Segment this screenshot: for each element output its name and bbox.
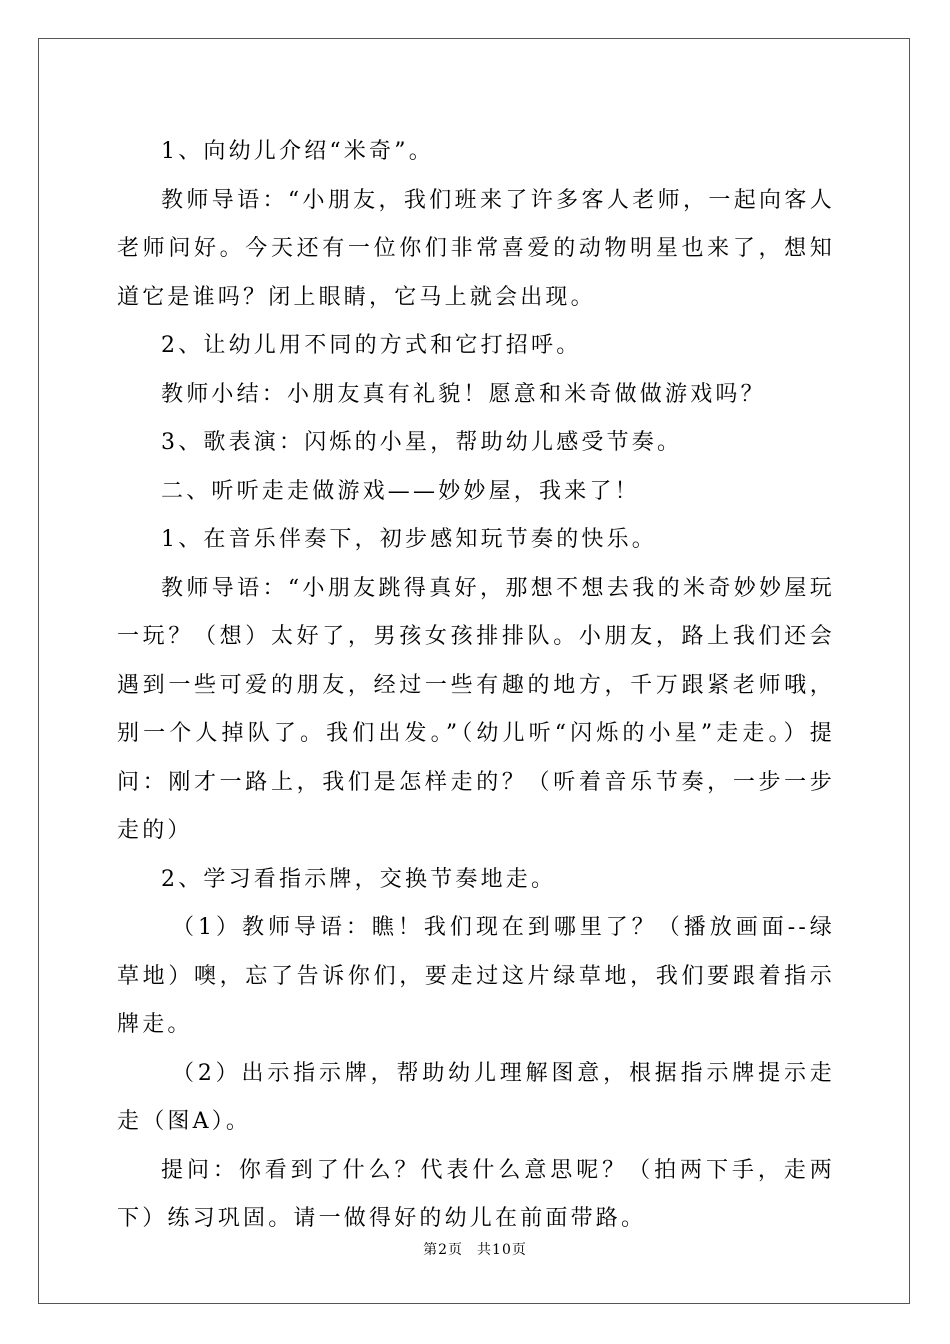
page-total: 共10页 xyxy=(477,1242,527,1258)
page-number: 第2页 xyxy=(423,1242,464,1258)
paragraph-8: 教师导语：“小朋友跳得真好，那想不想去我的米奇妙妙屋玩一玩？（想）太好了，男孩女孩排排队。小朋友，路上我们还会遇到一些可爱的朋友，经过一些有趣的地方，千万跟紧老师哦，别一个人掉队了。我们出发。”（幼儿听“闪烁的小星”走走。）提问：刚才一路上，我们是怎样走的？（听着音乐节奏，一步一步走的） xyxy=(117,575,835,843)
paragraph-4: 教师小结：小朋友真有礼貌！愿意和米奇做做游戏吗？ xyxy=(161,381,766,407)
paragraph-7: 1、在音乐伴奏下，初步感知玩节奏的快乐。 xyxy=(161,527,657,552)
paragraph-12: 提问：你看到了什么？代表什么意思呢？（拍两下手，走两下）练习巩固。请一做得好的幼儿在前面带路。 xyxy=(117,1157,835,1231)
document-body xyxy=(117,128,835,1244)
paragraph-10: （1）教师导语：瞧！我们现在到哪里了？（播放画面--绿草地）噢，忘了告诉你们，要走过这片绿草地，我们要跟着指示牌走。 xyxy=(117,915,835,1037)
page-footer xyxy=(0,1240,950,1260)
paragraph-9: 2、学习看指示牌，交换节奏地走。 xyxy=(161,866,557,892)
paragraph-3: 2、让幼儿用不同的方式和它打招呼。 xyxy=(161,333,582,358)
paragraph-5: 3、歌表演：闪烁的小星，帮助幼儿感受节奏。 xyxy=(161,430,683,455)
paragraph-1: 1、向幼儿介绍“米奇”。 xyxy=(161,139,434,164)
paragraph-11: （2）出示指示牌，帮助幼儿理解图意，根据指示牌提示走走（图A）。 xyxy=(117,1060,835,1134)
paragraph-2: 教师导语：“小朋友，我们班来了许多客人老师，一起向客人老师问好。今天还有一位你们非常喜爱的动物明星也来了，想知道它是谁吗？闭上眼睛，它马上就会出现。 xyxy=(117,187,835,310)
paragraph-6: 二、听听走走做游戏——妙妙屋，我来了！ xyxy=(161,478,640,504)
